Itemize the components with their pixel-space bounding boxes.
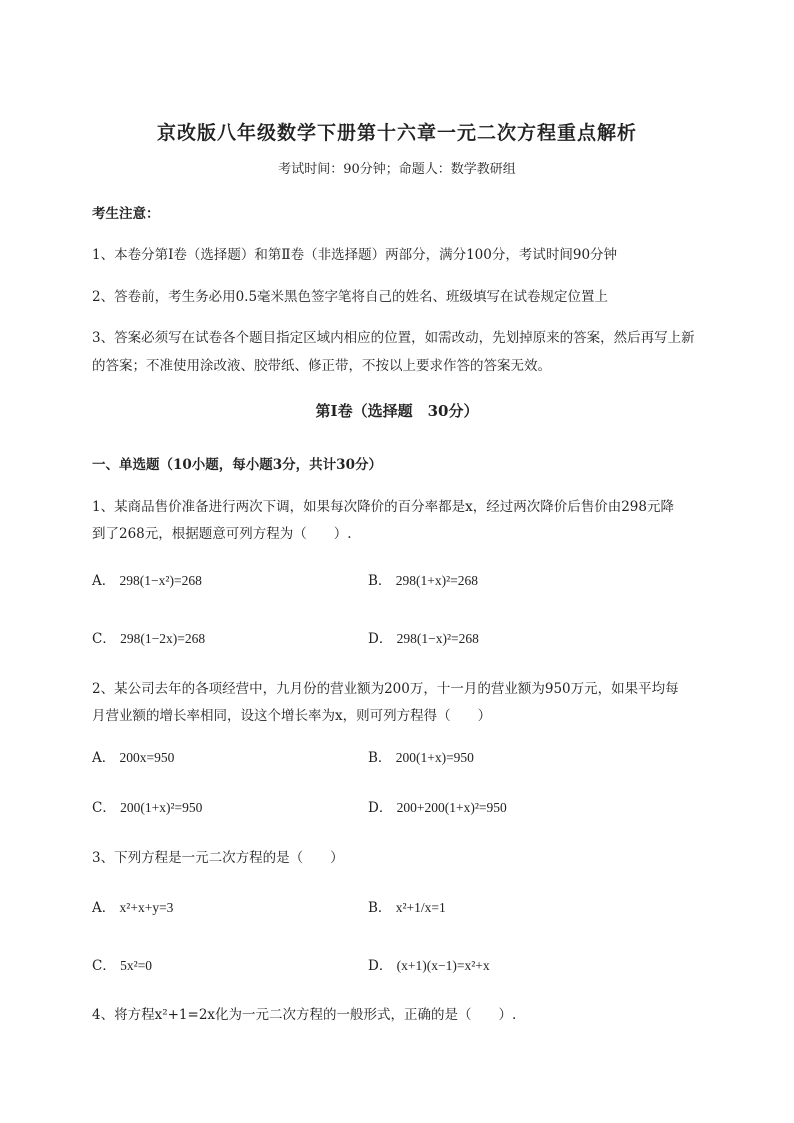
option-expression: 298(1−2x)=268: [120, 631, 206, 646]
option-expression: 200+200(1+x)²=950: [396, 800, 507, 815]
option-expression: 298(1−x²)=268: [119, 573, 202, 588]
option-letter: B．: [368, 573, 392, 589]
option-letter: D．: [368, 800, 393, 816]
option-letter: C．: [92, 631, 116, 647]
option-letter: A．: [92, 750, 116, 766]
q3-option-d[interactable]: [368, 954, 490, 974]
q3-option-b[interactable]: [368, 896, 446, 916]
q2-option-c[interactable]: [92, 796, 202, 816]
q1-option-c[interactable]: [92, 627, 205, 647]
q2-option-a[interactable]: [92, 746, 174, 766]
option-expression: 200x=950: [119, 750, 175, 765]
option-letter: A．: [92, 900, 116, 916]
option-letter: D．: [368, 631, 393, 647]
q3-option-c[interactable]: [92, 954, 152, 974]
option-letter: B．: [368, 750, 392, 766]
q2-option-d[interactable]: [368, 796, 507, 816]
option-expression: x²+1/x=1: [395, 900, 446, 915]
question-2-line-1: 2、某公司去年的各项经营中，九月份的营业额为200万，十一月的营业额为950万元，如果平均每: [92, 681, 679, 697]
part-one-heading: 一、单选题（10小题，每小题3分，共计30分）: [92, 457, 382, 473]
page-title: 京改版八年级数学下册第十六章一元二次方程重点解析: [156, 122, 637, 144]
q1-option-b[interactable]: [368, 569, 478, 589]
option-letter: C．: [92, 958, 116, 974]
option-expression: 200(1+x)=950: [395, 750, 474, 765]
option-expression: 5x²=0: [120, 958, 153, 973]
question-1-line-1: 1、某商品售价准备进行两次下调，如果每次降价的百分率都是x，经过两次降价后售价由298元降: [92, 499, 674, 515]
q2-option-b[interactable]: [368, 746, 474, 766]
notice-heading: 考生注意：: [92, 206, 160, 222]
notice-item-3: 3、答案必须写在试卷各个题目指定区域内相应的位置，如需改动，先划掉原来的答案，然后再写上新: [92, 330, 695, 346]
notice-item-2: 2、答卷前，考生务必用0.5毫米黑色签字笔将自己的姓名、班级填写在试卷规定位置上: [92, 289, 609, 305]
option-letter: D．: [368, 958, 393, 974]
option-expression: 298(1+x)²=268: [395, 573, 478, 588]
question-3-line-1: 3、下列方程是一元二次方程的是（ ）: [92, 850, 344, 866]
option-expression: (x+1)(x−1)=x²+x: [396, 958, 490, 973]
notice-item-3-cont: 的答案；不准使用涂改液、胶带纸、修正带，不按以上要求作答的答案无效。: [92, 358, 551, 374]
option-expression: 298(1−x)²=268: [396, 631, 479, 646]
section-title: 第I卷（选择题 30分）: [315, 402, 479, 420]
q1-option-a[interactable]: [92, 569, 202, 589]
option-expression: 200(1+x)²=950: [120, 800, 203, 815]
q3-option-a[interactable]: [92, 896, 173, 916]
exam-info: 考试时间：90分钟；命题人：数学教研组: [278, 162, 516, 177]
option-letter: C．: [92, 800, 116, 816]
notice-item-1: 1、本卷分第I卷（选择题）和第Ⅱ卷（非选择题）两部分，满分100分，考试时间90分钟: [92, 247, 618, 263]
q1-option-d[interactable]: [368, 627, 479, 647]
option-expression: x²+x+y=3: [119, 900, 174, 915]
question-2-line-2: 月营业额的增长率相同，设这个增长率为x，则可列方程得（ ）: [92, 708, 492, 724]
option-letter: A．: [92, 573, 116, 589]
question-4-line-1: 4、将方程x²+1=2x化为一元二次方程的一般形式，正确的是（ ）.: [92, 1007, 517, 1023]
question-1-line-2: 到了268元，根据题意可列方程为（ ）.: [92, 526, 352, 542]
option-letter: B．: [368, 900, 392, 916]
